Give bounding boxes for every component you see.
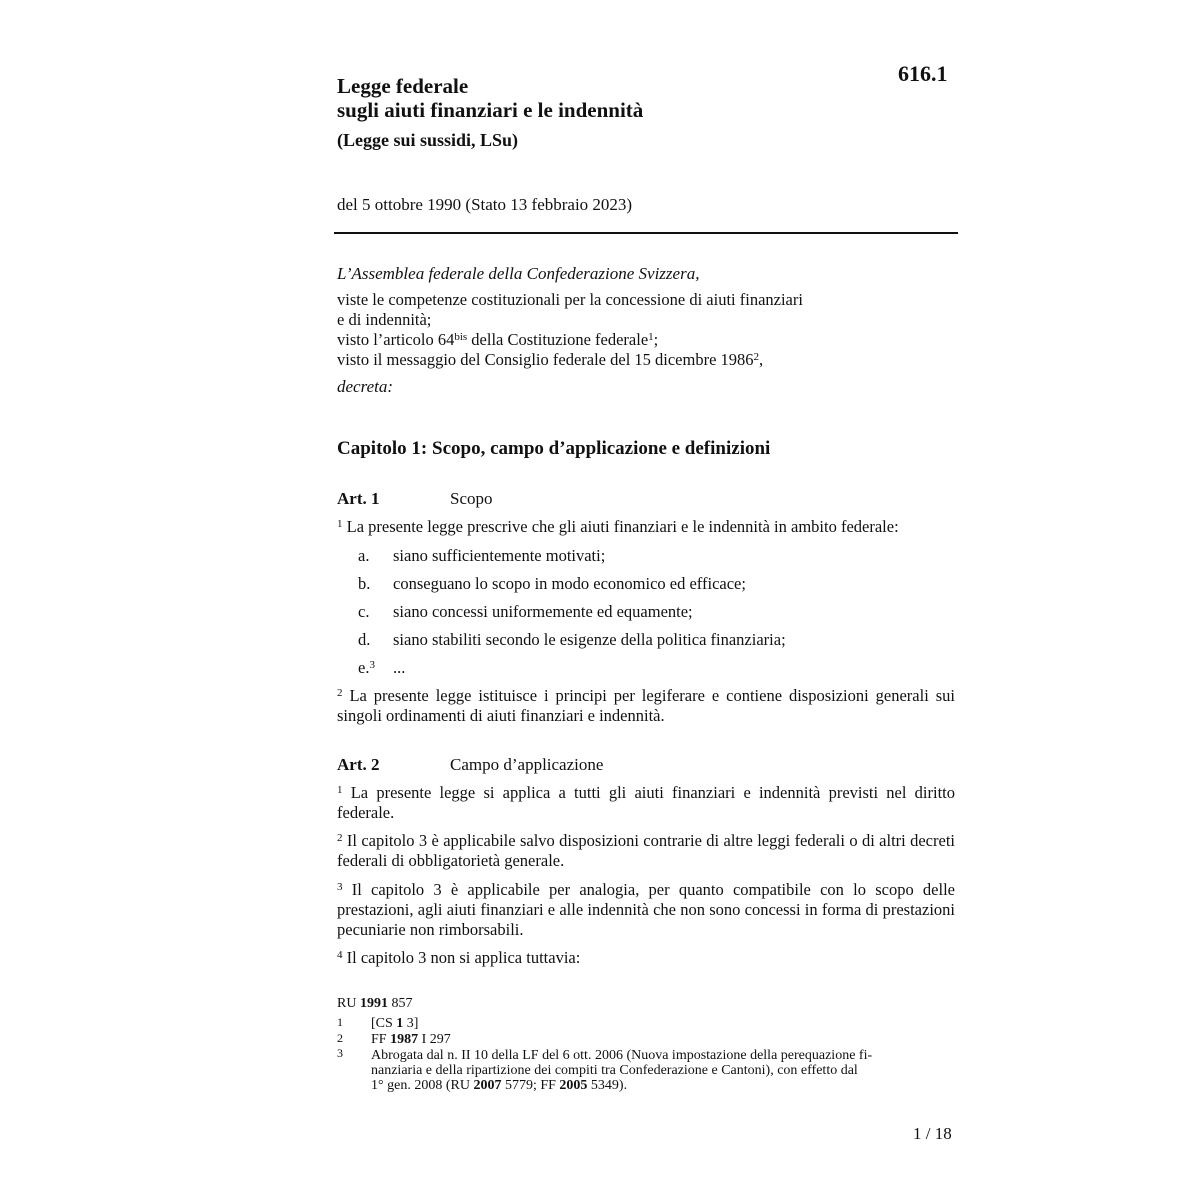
art-1-item-text-b: conseguano lo scopo in modo economico ed efficace; xyxy=(393,574,746,593)
art-1-item-letter-b: b. xyxy=(358,574,371,593)
para-text: La presente legge si applica a tutti gli aiuti finanziari e indennità previsti nel diritto federale. xyxy=(337,783,955,822)
footnote-text: I 297 xyxy=(418,1032,451,1047)
preamble-line3-text2: della Costituzione federale xyxy=(467,330,649,349)
ru-year: 1991 xyxy=(359,996,388,1011)
art-1-para-2 xyxy=(337,686,955,726)
footnote-bold: 1987 xyxy=(390,1032,419,1047)
chapter-1-heading: Capitolo 1: Scopo, campo d’applicazione e definizioni xyxy=(337,438,771,459)
preamble-line4 xyxy=(337,350,763,370)
preamble-line3-text: visto l’articolo 64 xyxy=(337,330,455,349)
para-number: 1 xyxy=(337,518,343,530)
preamble-line3-end: ; xyxy=(653,330,659,349)
para-number: 4 xyxy=(337,949,343,961)
sr-number: 616.1 xyxy=(898,61,948,86)
footnote-2-number: 2 xyxy=(337,1031,343,1045)
law-title-line2: sugli aiuti finanziari e le indennità xyxy=(337,98,644,122)
art-1-item-letter-c: c. xyxy=(358,602,370,621)
art-1-item-letter-d: d. xyxy=(358,630,371,649)
preamble-line4-end: , xyxy=(759,350,764,369)
footnote-ref-3[interactable]: 3 xyxy=(369,659,375,671)
art-1-para-1 xyxy=(337,517,955,537)
footnote-3-text xyxy=(371,1048,955,1093)
preamble-assembly: L’Assemblea federale della Confederazione Svizzera, xyxy=(337,264,700,283)
footnote-text: 1° gen. 2008 (RU xyxy=(371,1078,474,1093)
item-letter: e. xyxy=(358,658,370,677)
art-1-item-text-e: ... xyxy=(393,658,406,677)
preamble-line1: viste le competenze costituzionali per la concessione di aiuti finanziari xyxy=(337,290,803,309)
footnote-1-text xyxy=(371,1016,955,1031)
art-1-item-letter-a: a. xyxy=(358,546,370,565)
footnote-text: FF xyxy=(371,1032,391,1047)
ru-page: 857 xyxy=(387,996,413,1011)
footnote-3-number: 3 xyxy=(337,1046,343,1060)
art-2-number: Art. 2 xyxy=(337,755,380,774)
page-number: 1 / 18 xyxy=(913,1124,952,1143)
footnote-bold: 2005 xyxy=(559,1078,588,1093)
footnote-text: 5349). xyxy=(587,1078,628,1093)
footnote-ref-1[interactable]: 1 xyxy=(648,331,654,343)
footnote-text: 3] xyxy=(403,1016,419,1031)
preamble-line3 xyxy=(337,330,658,350)
footnote-text: 5779; FF xyxy=(501,1078,560,1093)
para-text: Il capitolo 3 non si applica tuttavia: xyxy=(342,948,581,967)
art-1-item-text-c: siano concessi uniformemente ed equamente; xyxy=(393,602,693,621)
para-text: La presente legge istituisce i principi per legiferare e contiene disposizioni generali sui singoli ordinamenti di aiuti finanziari e indennità. xyxy=(337,686,955,725)
art-2-para-3 xyxy=(337,880,955,940)
art-1-item-text-d: siano stabiliti secondo le esigenze della politica finanziaria; xyxy=(393,630,786,649)
footnote-text: [CS xyxy=(371,1016,397,1031)
para-number: 3 xyxy=(337,881,343,893)
law-title xyxy=(337,74,643,122)
art-1-item-text-a: siano sufficientemente motivati; xyxy=(393,546,606,565)
law-title-line1: Legge federale xyxy=(337,74,469,98)
para-number: 1 xyxy=(337,784,343,796)
footnote-3-line2: nanziaria e della ripartizione dei compiti tra Confederazione e Cantoni), con effetto dal xyxy=(371,1063,858,1078)
header-divider xyxy=(334,232,958,234)
art-2-title: Campo d’applicazione xyxy=(450,755,604,774)
ru-reference xyxy=(337,996,412,1011)
law-date: del 5 ottobre 1990 (Stato 13 febbraio 2023) xyxy=(337,195,633,214)
footnote-bold: 1 xyxy=(396,1016,404,1031)
para-text: Il capitolo 3 è applicabile per analogia, per quanto compatibile con lo scopo delle prestazioni, agli aiuti finanziari e alle indennità che non sono concessi in forma di prestazioni pecuniarie non rimborsabili. xyxy=(337,880,955,939)
para-number: 2 xyxy=(337,832,343,844)
footnote-ref-2[interactable]: 2 xyxy=(753,351,760,363)
art-1-number: Art. 1 xyxy=(337,489,380,508)
preamble-decreta: decreta: xyxy=(337,377,394,396)
footnote-3-line3 xyxy=(371,1078,955,1093)
footnote-1-number: 1 xyxy=(337,1015,343,1029)
art-2-para-4 xyxy=(337,948,955,968)
footnote-3-line1: Abrogata dal n. II 10 della LF del 6 ott. 2006 (Nuova impostazione della perequazione fi- xyxy=(371,1048,873,1063)
art-1-title: Scopo xyxy=(450,489,493,508)
law-short-title: (Legge sui sussidi, LSu) xyxy=(337,130,519,150)
para-text: Il capitolo 3 è applicabile salvo disposizioni contrarie di altre leggi federali o di altri decreti federali di obbligatorietà generale. xyxy=(337,831,955,870)
para-number: 2 xyxy=(337,687,343,699)
preamble-line2: e di indennità; xyxy=(337,310,432,329)
art-2-para-1 xyxy=(337,783,955,823)
footnote-bold: 2007 xyxy=(473,1078,502,1093)
preamble-line4-text: visto il messaggio del Consiglio federale del 15 dicembre 1986 xyxy=(337,350,754,369)
para-text: La presente legge prescrive che gli aiuti finanziari e le indennità in ambito federale: xyxy=(342,517,899,536)
footnote-2-text xyxy=(371,1032,955,1047)
ru-prefix: RU xyxy=(337,996,360,1011)
art-1-item-letter-e xyxy=(358,658,375,678)
art-2-para-2 xyxy=(337,831,955,871)
bis-superscript: bis xyxy=(454,331,468,343)
